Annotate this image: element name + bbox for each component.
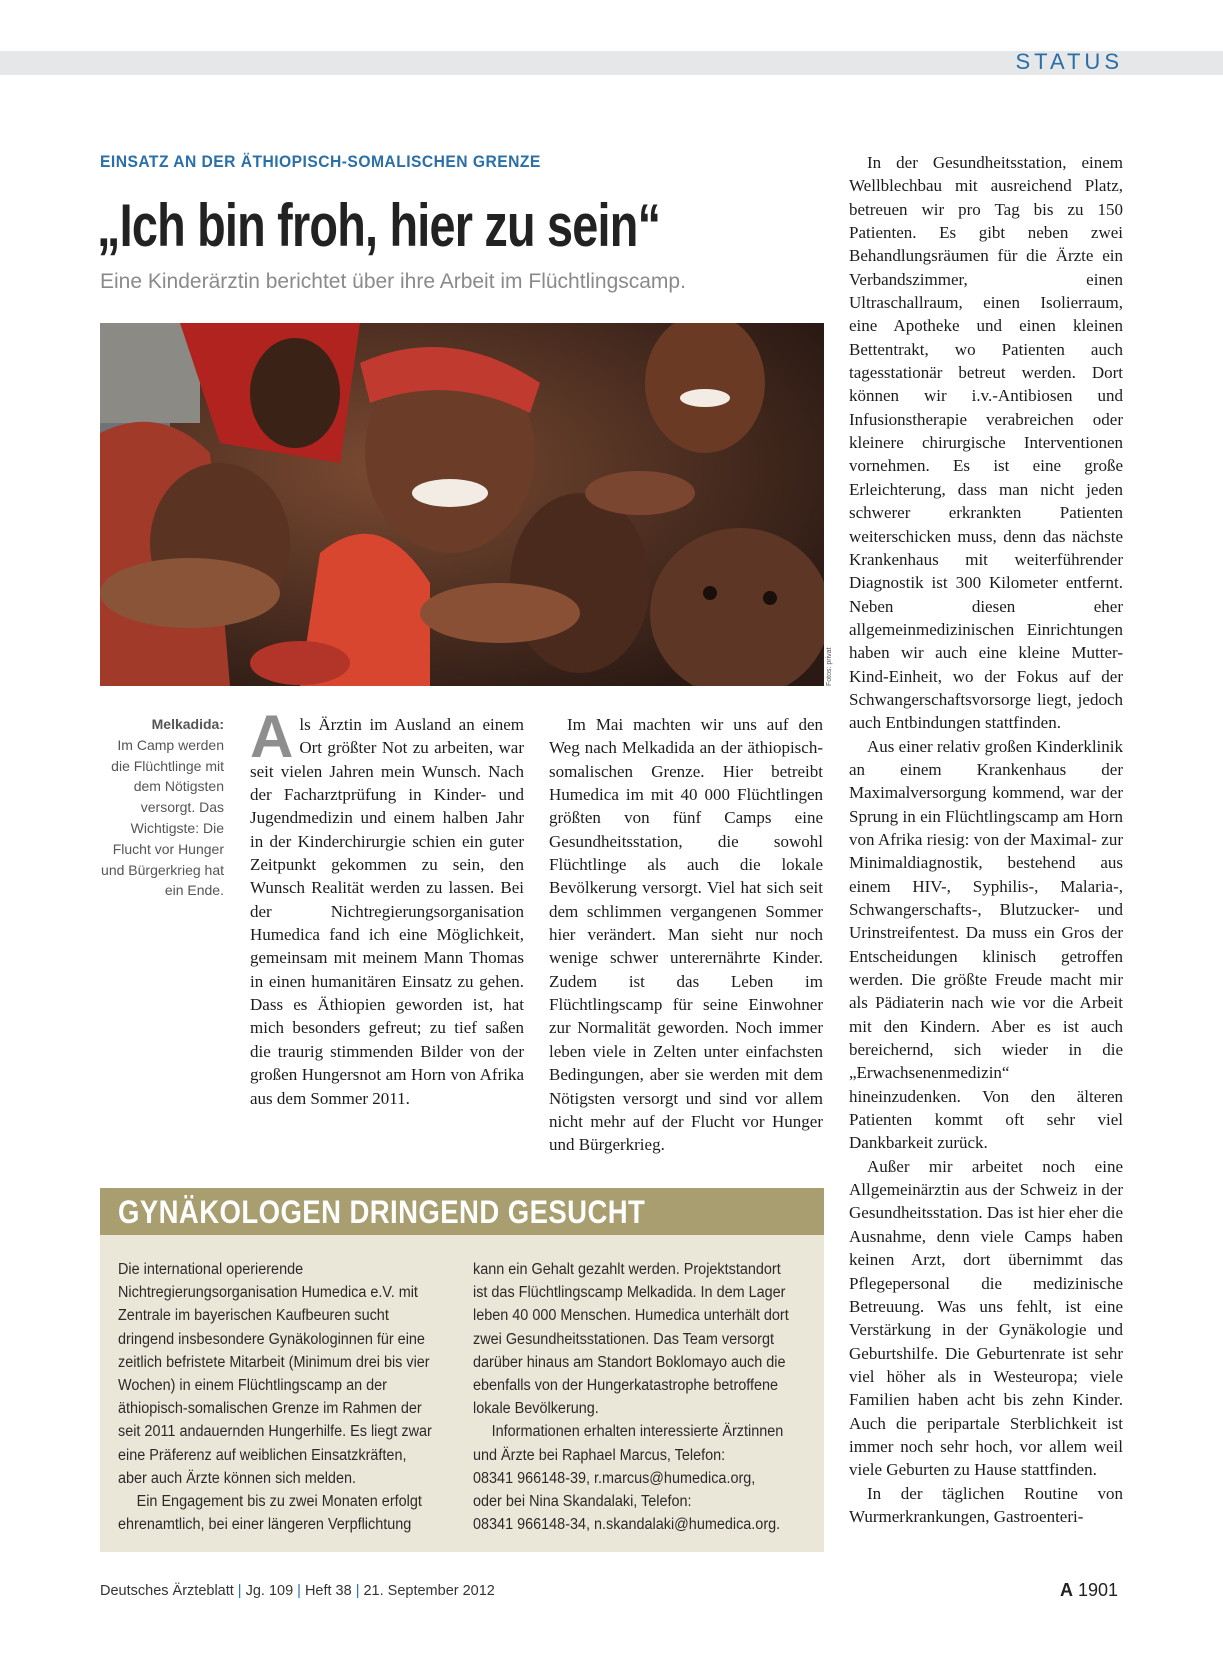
- info-box-column-2: [473, 1258, 797, 1536]
- column-3-paragraph-3: Außer mir arbeitet noch eine Allgemeinärztin aus der Schweiz in der Gesundheitsstation. Das ist hier eher die Ausnahme, denn viele Camps haben keinen Arzt, dort übernimmt das Pflegepersonal die medizinische Betreuung. Was uns fehlt, ist eine Verstärkung in der Gynäkologie und Geburtshilfe. Die Geburtenrate ist sehr viel höher als in Westeuropa; viele Familien haben acht bis zehn Kinder. Auch die peripartale Sterblichkeit ist immer noch sehr hoch, vor allem weil viele Geburten zu Hause stattfinden.: [849, 1156, 1123, 1480]
- footer-date: 21. September 2012: [363, 1583, 495, 1599]
- info-box-contact-intro: Informationen erhalten interessierte Ärztinnen und Ärzte bei Raphael Marcus, Telefon:: [473, 1423, 784, 1464]
- article-kicker: EINSATZ AN DER ÄTHIOPISCH-SOMALISCHEN GRENZE: [100, 152, 541, 171]
- page-prefix: A: [1059, 1580, 1073, 1600]
- contact-line-3: 08341 966148-34, n.skandalaki@humedica.org.: [473, 1516, 781, 1534]
- contact-line-2: oder bei Nina Skandalaki, Telefon:: [473, 1493, 692, 1511]
- info-box: [100, 1188, 824, 1552]
- article-column-2: [549, 713, 823, 1157]
- article-headline: „Ich bin froh, hier zu sein“: [97, 192, 661, 259]
- footer-volume: Jg. 109: [245, 1583, 294, 1599]
- caption-title: Melkadida:: [151, 716, 224, 732]
- footer-separator: |: [297, 1583, 301, 1599]
- article-column-1: [250, 703, 524, 1110]
- info-box-paragraph-1: Die international operierende Nichtregierungsorganisation Humedica e.V. mit Zentrale im bayerischen Kaufbeuren sucht dringend insbesondere Gynäkologinnen für eine zeitlich befristete Mitarbeit (Minimum drei bis vier Wochen) in einem Flüchtlingscamp an der äthiopisch-somalischen Grenze im Rahmen der seit 2011 andauernden Hungerhilfe. Es liegt zwar eine Präferenz auf weiblichen Einsatzkräften, aber auch Ärzte können sich melden.: [118, 1261, 432, 1487]
- info-box-header: [100, 1188, 824, 1235]
- article-subtitle: Eine Kinderärztin berichtet über ihre Arbeit im Flüchtlingscamp.: [100, 270, 686, 293]
- column-3-paragraph-2: Aus einer relativ großen Kinderklinik an einem Krankenhaus der Maximalversorgung kommend, war der Sprung in ein Flüchtlingscamp am Horn von Afrika riesig: von der Maximal- zur Minimaldiagnostik, bestehend aus einem HIV-, Syphilis-, Malaria-, Schwangerschafts-, Blutzucker- und Urinstreifentest. Da muss ein Gros der Entscheidungen klinisch getroffen werden. Die größte Freude macht mir als Pädiaterin nach wie vor die Arbeit mit den Kindern. Aber es ist auch bereichernd, sich wieder in die „Erwachsenenmedizin“ hineinzudenken. Von den älteren Patienten kommt oft sehr viel Dankbarkeit zurück.: [849, 736, 1123, 1153]
- column-1-text: ls Ärztin im Ausland an einem Ort größter Not zu arbeiten, war seit vielen Jahren mein Wunsch. Nach der Facharztprüfung in Kinder- und Jugendmedizin und einem halben Jahr in der Kinderchirurgie schien ein guter Zeitpunkt gekommen zu sein, den Wunsch Realität werden zu lassen. Bei der Nichtregierungsorganisation Humedica fand ich eine Möglichkeit, gemeinsam mit meinem Mann Thomas in einen humanitären Einsatz zu gehen. Dass es Äthiopien geworden ist, hat mich besonders gefreut; zu tief saßen die traurig stimmenden Bilder von der großen Hungersnot am Horn von Afrika aus dem Sommer 2011.: [250, 715, 524, 1108]
- column-1-paragraph: [250, 703, 524, 1110]
- column-3-paragraph-4: In der täglichen Routine von Wurmerkrankungen, Gastroenteri-: [849, 1483, 1123, 1526]
- footer-issue: Heft 38: [304, 1583, 352, 1599]
- contact-line-1: 08341 966148-39, r.marcus@humedica.org,: [473, 1469, 756, 1487]
- drop-cap: A: [250, 703, 294, 770]
- footer-separator: |: [355, 1583, 360, 1599]
- info-box-paragraph-4: [473, 1420, 797, 1536]
- article-photo: [100, 323, 824, 686]
- info-box-column-1: [118, 1258, 434, 1536]
- info-box-paragraph-3: kann ein Gehalt gezahlt werden. Projektstandort ist das Flüchtlingscamp Melkadida. In dem Lager leben 40 000 Menschen. Humedica unterhält dort zwei Gesundheitsstationen. Das Team versorgt darüber hinaus am Standort Boklomayo auch die ebenfalls von der Hungerkatastrophe betroffene lokale Bevölkerung.: [473, 1261, 789, 1418]
- page-number: [1060, 1580, 1118, 1601]
- info-box-paragraph-2: Ein Engagement bis zu zwei Monaten erfolgt ehrenamtlich, bei einer längeren Verpflichtung: [118, 1493, 422, 1534]
- caption-text: Im Camp werden die Flüchtlinge mit dem Nötigsten versorgt. Das Wichtigste: Die Flucht vor Hunger und Bürgerkrieg hat ein Ende.: [101, 736, 224, 899]
- footer-separator: |: [237, 1583, 242, 1599]
- column-3-paragraph-1: In der Gesundheitsstation, einem Wellblechbau mit ausreichend Platz, betreuen wir pro Tag bis zu 150 Patienten. Es gibt neben zwei Behandlungsräumen für die Ärzte ein Verbandszimmer, einen Ultraschallraum, einen Isolierraum, eine Apotheke und einen kleinen Bettentrakt, wo Patienten auch tagesstationär betreut werden. Dort können wir i.v.-Antibiosen und Infusionstherapie verabreichen oder kleinere chirurgische Interventionen vornehmen. Es ist eine große Erleichterung, dass man nicht jeden schwerer erkrankten Patienten weiterschicken muss, denn das nächste Krankenhaus mit weiterführender Diagnostik ist 300 Kilometer entfernt. Neben diesen eher allgemeinmedizinischen Einrichtungen haben wir auch eine kleine Mutter-Kind-Einheit, wo der Fokus auf der Schwangerschaftsvorsorge liegt, jedoch auch Entbindungen stattfinden.: [849, 153, 1123, 733]
- photo-illustration: [100, 323, 824, 686]
- footer-journal: Deutsches Ärzteblatt: [100, 1583, 234, 1599]
- column-2-paragraph: Im Mai machten wir uns auf den Weg nach Melkadida an der äthiopisch-somalischen Grenze. Hier betreibt Humedica im mit 40 000 Flüchtlingen größten von fünf Camps eine Gesundheitsstation, die sowohl Flüchtlinge als auch die lokale Bevölkerung versorgt. Viel hat sich seit dem schlimmen vergangenen Sommer hier verändert. Man sieht nur noch wenige schwer unterernährte Kinder. Zudem ist das Leben im Flüchtlingscamp für seine Einwohner zur Normalität geworden. Noch immer leben viele in Zelten unter einfachsten Bedingungen, aber sie werden mit dem Nötigsten versorgt und sind vor allem nicht mehr auf der Flucht vor Hunger und Bürgerkrieg.: [549, 715, 823, 1155]
- article-column-3: [849, 151, 1123, 1528]
- page-number-value: 1901: [1077, 1580, 1118, 1600]
- info-box-title: GYNÄKOLOGEN DRINGEND GESUCHT: [118, 1194, 646, 1230]
- footer-publication: [100, 1583, 495, 1599]
- photo-credit: Fotos: privat: [826, 647, 833, 686]
- section-label: STATUS: [1015, 49, 1123, 74]
- photo-caption: [96, 714, 224, 901]
